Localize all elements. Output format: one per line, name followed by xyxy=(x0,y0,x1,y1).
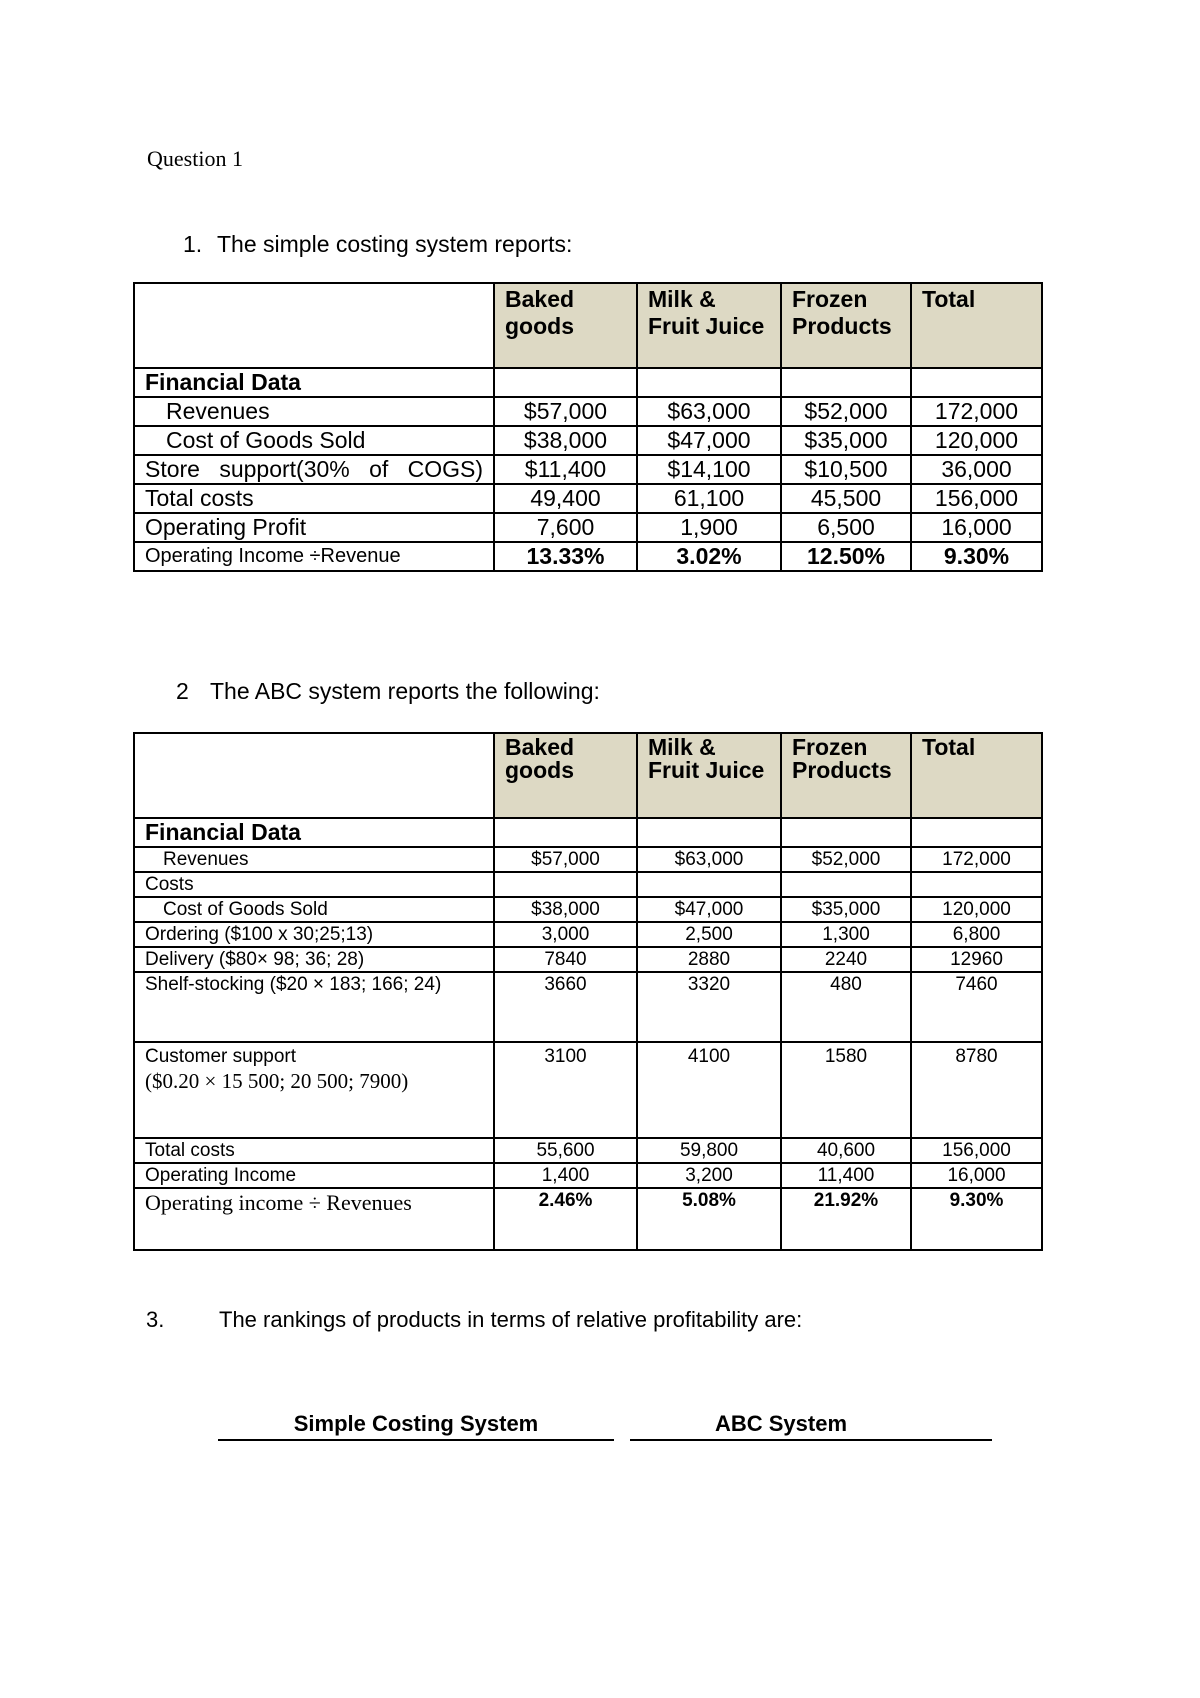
col-header-baked: Baked goods xyxy=(494,283,637,368)
item-2-number: 2 xyxy=(176,678,189,704)
cell: 16,000 xyxy=(911,1163,1042,1188)
cell: 3,000 xyxy=(494,922,637,947)
row-label-line1: Customer support xyxy=(145,1046,297,1067)
cell: 1,900 xyxy=(637,513,781,542)
cell: $35,000 xyxy=(781,426,911,455)
cell: 11,400 xyxy=(781,1163,911,1188)
simple-costing-table xyxy=(133,282,1043,572)
cell xyxy=(911,872,1042,897)
cell: 480 xyxy=(781,972,911,1042)
question-heading: Question 1 xyxy=(147,146,243,171)
cell: 4100 xyxy=(637,1042,781,1138)
cell: $57,000 xyxy=(494,397,637,426)
cell: 16,000 xyxy=(911,513,1042,542)
cell: 156,000 xyxy=(911,484,1042,513)
cell: 3100 xyxy=(494,1042,637,1138)
table-row xyxy=(134,947,1042,972)
cell: 120,000 xyxy=(911,426,1042,455)
table-row xyxy=(134,426,1042,455)
table-row xyxy=(134,1138,1042,1163)
cell: 172,000 xyxy=(911,397,1042,426)
table-row xyxy=(134,513,1042,542)
table-row xyxy=(134,455,1042,484)
row-label: Delivery ($80× 98; 36; 28) xyxy=(134,947,494,972)
item-1 xyxy=(183,231,572,258)
cell: 36,000 xyxy=(911,455,1042,484)
cell: $52,000 xyxy=(781,847,911,872)
col-header-milk: Milk & Fruit Juice xyxy=(637,283,781,368)
abc-system-label: ABC System xyxy=(714,1411,848,1436)
cell: 9.30% xyxy=(911,542,1042,571)
cell: 1580 xyxy=(781,1042,911,1138)
cell: 1,300 xyxy=(781,922,911,947)
cell: $35,000 xyxy=(781,897,911,922)
section-label: Financial Data xyxy=(134,368,494,397)
cell xyxy=(781,872,911,897)
table-row xyxy=(134,542,1042,571)
cell: 9.30% xyxy=(911,1188,1042,1250)
cell: 7840 xyxy=(494,947,637,972)
table-row xyxy=(134,1042,1042,1138)
row-label: Revenues xyxy=(134,397,494,426)
col-header-milk: Milk & Fruit Juice xyxy=(637,733,781,818)
cell xyxy=(637,872,781,897)
cell: 13.33% xyxy=(494,542,637,571)
header-blank xyxy=(134,283,494,368)
cell: $38,000 xyxy=(494,426,637,455)
row-label: Ordering ($100 x 30;25;13) xyxy=(134,922,494,947)
item-2 xyxy=(176,678,600,705)
row-label-line2: ($0.20 × 15 500; 20 500; 7900) xyxy=(145,1069,409,1093)
cell: 49,400 xyxy=(494,484,637,513)
item-3-number: 3. xyxy=(146,1307,165,1332)
table-row xyxy=(134,922,1042,947)
cell: 6,800 xyxy=(911,922,1042,947)
table-row xyxy=(134,897,1042,922)
cell: 61,100 xyxy=(637,484,781,513)
cell: 2.46% xyxy=(494,1188,637,1250)
col-header-frozen: Frozen Products xyxy=(781,283,911,368)
cell: 2880 xyxy=(637,947,781,972)
table-row xyxy=(134,1188,1042,1250)
row-label: Cost of Goods Sold xyxy=(134,426,494,455)
cell: 55,600 xyxy=(494,1138,637,1163)
cell: 3660 xyxy=(494,972,637,1042)
cell: 156,000 xyxy=(911,1138,1042,1163)
item-3 xyxy=(146,1307,802,1333)
item-1-number: 1. xyxy=(183,231,203,257)
table-row xyxy=(134,972,1042,1042)
cell: 7460 xyxy=(911,972,1042,1042)
row-label: Costs xyxy=(134,872,494,897)
cell: 2240 xyxy=(781,947,911,972)
abc-system-table xyxy=(133,732,1043,1251)
cell: $63,000 xyxy=(637,847,781,872)
cell: $38,000 xyxy=(494,897,637,922)
row-label: Operating Income xyxy=(134,1163,494,1188)
row-label: Cost of Goods Sold xyxy=(134,897,494,922)
cell: 12.50% xyxy=(781,542,911,571)
cell: 3320 xyxy=(637,972,781,1042)
cell: $14,100 xyxy=(637,455,781,484)
table-row xyxy=(134,847,1042,872)
cell: $10,500 xyxy=(781,455,911,484)
cell: $11,400 xyxy=(494,455,637,484)
cell: 1,400 xyxy=(494,1163,637,1188)
row-label: Shelf-stocking ($20 × 183; 166; 24) xyxy=(134,972,494,1042)
cell: $63,000 xyxy=(637,397,781,426)
cell: $52,000 xyxy=(781,397,911,426)
cell: 40,600 xyxy=(781,1138,911,1163)
item-2-text: The ABC system reports the following: xyxy=(210,678,600,704)
cell: 45,500 xyxy=(781,484,911,513)
cell: 3.02% xyxy=(637,542,781,571)
col-header-total: Total xyxy=(911,733,1042,818)
cell: 120,000 xyxy=(911,897,1042,922)
item-3-text: The rankings of products in terms of relative profitability are: xyxy=(219,1307,803,1332)
cell: $47,000 xyxy=(637,426,781,455)
cell: $57,000 xyxy=(494,847,637,872)
item-1-text: The simple costing system reports: xyxy=(217,231,573,257)
table-row xyxy=(134,1163,1042,1188)
row-label: Store support(30% of COGS) xyxy=(134,455,494,484)
table-row xyxy=(134,484,1042,513)
table-row xyxy=(134,397,1042,426)
cell: 21.92% xyxy=(781,1188,911,1250)
table-row xyxy=(134,872,1042,897)
cell: 172,000 xyxy=(911,847,1042,872)
cell xyxy=(494,872,637,897)
row-label: Operating income ÷ Revenues xyxy=(134,1188,494,1250)
section-row xyxy=(134,818,1042,847)
table-header-row xyxy=(134,733,1042,818)
simple-costing-system-label: Simple Costing System xyxy=(293,1411,539,1436)
cell: 3,200 xyxy=(637,1163,781,1188)
cell: 7,600 xyxy=(494,513,637,542)
cell: 2,500 xyxy=(637,922,781,947)
cell: 8780 xyxy=(911,1042,1042,1138)
row-label: Operating Income ÷Revenue xyxy=(134,542,494,571)
abc-system-heading xyxy=(630,1409,992,1441)
simple-costing-system-heading xyxy=(218,1409,614,1441)
cell: 5.08% xyxy=(637,1188,781,1250)
section-label: Financial Data xyxy=(134,818,494,847)
row-label: Total costs xyxy=(134,1138,494,1163)
section-row xyxy=(134,368,1042,397)
row-label xyxy=(134,1042,494,1138)
cell: 6,500 xyxy=(781,513,911,542)
col-header-baked: Baked goods xyxy=(494,733,637,818)
cell: $47,000 xyxy=(637,897,781,922)
row-label: Total costs xyxy=(134,484,494,513)
row-label: Operating Profit xyxy=(134,513,494,542)
col-header-frozen: Frozen Products xyxy=(781,733,911,818)
col-header-total: Total xyxy=(911,283,1042,368)
cell: 59,800 xyxy=(637,1138,781,1163)
table-header-row xyxy=(134,283,1042,368)
cell: 12960 xyxy=(911,947,1042,972)
header-blank xyxy=(134,733,494,818)
row-label: Revenues xyxy=(134,847,494,872)
